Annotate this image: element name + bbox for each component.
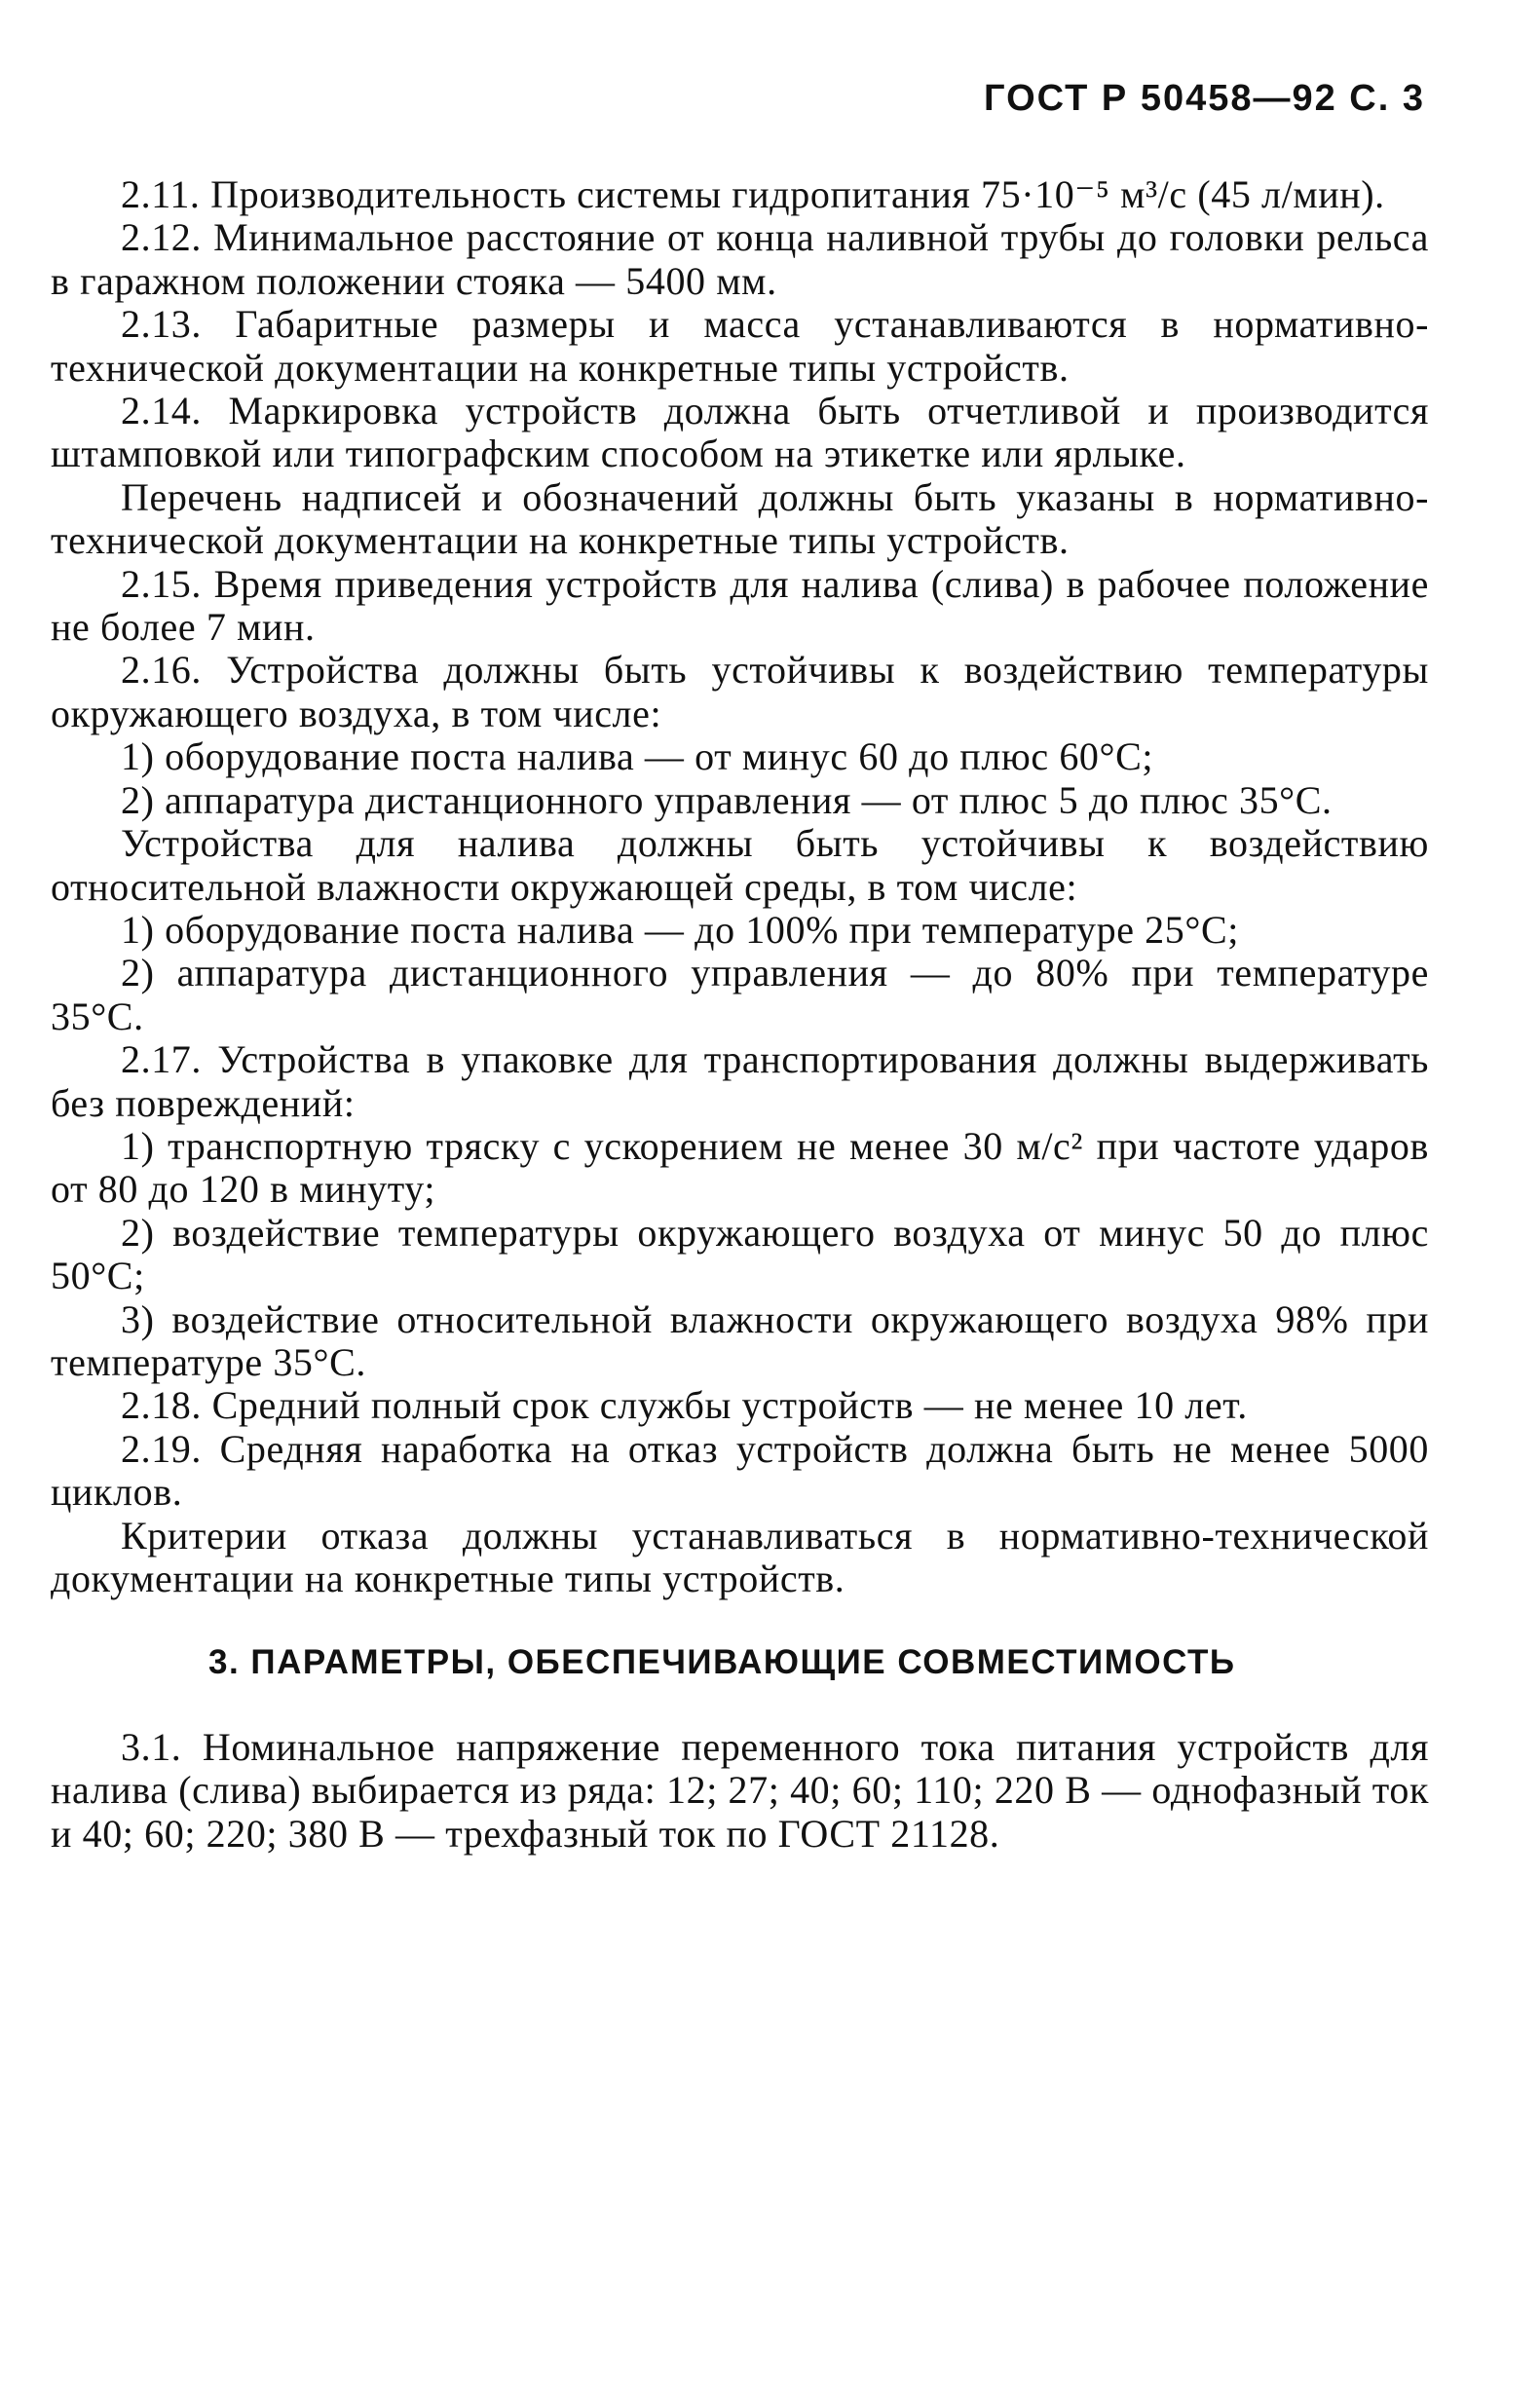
paragraph-humidity: Устройства для налива должны быть устойчивы к воздействию относительной влажности окружающей среды, в том числе: [51,821,1429,909]
clause-3-1: 3.1. Номинальное напряжение переменного тока питания устройств для налива (слива) выбирается из ряда: 12; 27; 40; 60; 110; 220 В — однофазный ток и 40; 60; 220; 380 В — трехфазный ток по ГОСТ 21128. [51,1724,1429,1856]
paragraph-inscriptions: Перечень надписей и обозначений должны быть указаны в нормативно-технической документации на конкретные типы устройств. [51,474,1429,563]
page-header: ГОСТ Р 50458—92 С. 3 [984,78,1425,119]
clause-2-11: 2.11. Производительность системы гидропитания 75·10⁻⁵ м³/с (45 л/мин). [121,172,1385,216]
clause-2-19: 2.19. Средняя наработка на отказ устройств должна быть не менее 5000 циклов. [51,1426,1429,1515]
clause-2-16: 2.16. Устройства должны быть устойчивы к воздействию температуры окружающего воздуха, в том числе: [51,648,1429,735]
list-item: 1) транспортную тряску с ускорением не менее 30 м/с² при частоте ударов от 80 до 120 в минуту; [51,1123,1429,1212]
clause-2-12: 2.12. Минимальное расстояние от конца наливной трубы до головки рельса в гаражном положении стояка — 5400 мм. [51,215,1429,303]
clause-2-17: 2.17. Устройства в упаковке для транспортирования должны выдерживать без повреждений: [51,1037,1429,1125]
list-item: 1) оборудование поста налива — от минус 60 до плюс 60°С; [121,734,1154,779]
clause-2-13: 2.13. Габаритные размеры и масса устанавливаются в нормативно-технической документации на конкретные типы устройств. [51,302,1429,390]
list-item: 2) воздействие температуры окружающего воздуха от минус 50 до плюс 50°С; [51,1210,1429,1298]
list-item: 2) аппаратура дистанционного управления — от плюс 5 до плюс 35°С. [121,777,1333,822]
paragraph-failure-criteria: Критерии отказа должны устанавливаться в нормативно-технической документации на конкретные типы устройств. [51,1513,1429,1600]
clause-2-18: 2.18. Средний полный срок службы устройств — не менее 10 лет. [121,1383,1248,1428]
list-item: 3) воздействие относительной влажности окружающего воздуха 98% при температуре 35°С. [51,1296,1429,1384]
clause-2-14: 2.14. Маркировка устройств должна быть отчетливой и производится штамповкой или типографским способом на этикетке или ярлыке. [51,389,1429,476]
section-heading: 3. ПАРАМЕТРЫ, ОБЕСПЕЧИВАЮЩИЕ СОВМЕСТИМОСТЬ [208,1643,1236,1682]
document-body [51,173,1429,1856]
clause-2-15: 2.15. Время приведения устройств для налива (слива) в рабочее положение не более 7 мин. [51,561,1429,650]
list-item: 1) оборудование поста налива — до 100% при температуре 25°С; [121,907,1239,952]
list-item: 2) аппаратура дистанционного управления — до 80% при температуре 35°С. [51,951,1429,1038]
